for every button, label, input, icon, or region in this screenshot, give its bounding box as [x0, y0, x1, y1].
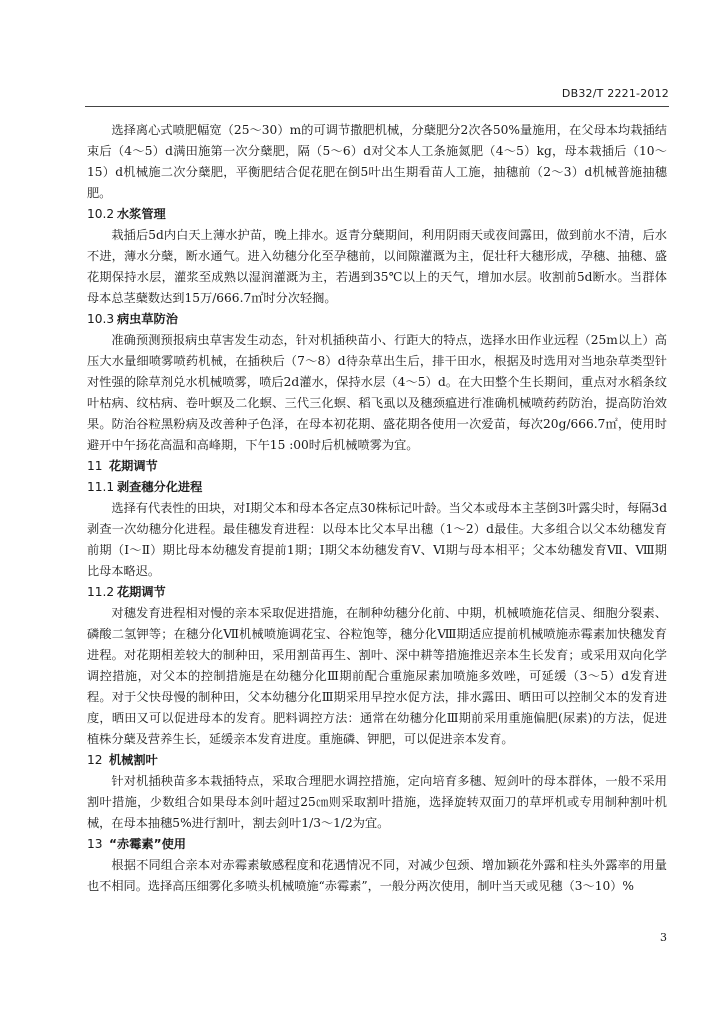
section-title: 花期调节	[117, 585, 166, 599]
paragraph-fertilizer: 选择离心式喷肥幅宽（25～30）m的可调节撒肥机械，分蘖肥分2次各50%量施用，在父母本均栽插结束后（4～5）d满田施第一次分蘖肥，隔（5～6）d对父本人工条施氮肥（4～5）kg，母本栽插后（10～15）d机械施二次分蘖肥，平衡肥结合促花肥在倒5叶出生期看苗人工施，抽穗前（2～3）d机械普施抽穗肥。	[87, 123, 667, 200]
document-body	[87, 120, 667, 897]
paragraph-pest-control: 准确预测预报病虫草害发生动态，针对机插秧苗小、行距大的特点，选择水田作业远程（25m以上）高压大水量细喷雾喷药机械，在插秧后（7～8）d待杂草出生后，排干田水，根据及时选用对当地杂草类型针对性强的除草剂兑水机械喷雾，喷后2d灌水，保持水层（4～5）d。在大田整个生长期间，重点对水稻条纹叶枯病、纹枯病、卷叶螟及二化螟、三代三化螟、稻飞虱以及穗颈瘟进行准确机械喷药药防治，提高防治效果。防治谷粒黑粉病及改善种子色泽，在母本初花期、盛花期各使用一次爱苗，每次20g/666.7㎡，使用时避开中午扬花高温和高峰期，下午15 :00时后机械喷雾为宜。	[87, 333, 667, 452]
standard-code: DB32/T 2221-2012	[561, 87, 669, 100]
paragraph-panicle-check: 选择有代表性的田块，对Ⅰ期父本和母本各定点30株标记叶龄。当父本或母本主茎倒3叶露尖时，每隔3d剥查一次幼穗分化进程。最佳穗发育进程：以母本比父本早出穗（1～2）d最佳。大多组合以父本幼穗发育前期（Ⅰ～Ⅱ）期比母本幼穗发育提前1期；Ⅰ期父本幼穗发育Ⅴ、Ⅵ期与母本相平；父本幼穗发育Ⅶ、Ⅷ期比母本略迟。	[87, 501, 667, 578]
heading-10-2	[87, 204, 667, 225]
section-title: 机械割叶	[109, 753, 158, 767]
section-number: 11.2	[87, 585, 115, 599]
paragraph-flowering-adjust: 对穗发育进程相对慢的亲本采取促进措施，在制种幼穗分化前、中期，机械喷施花信灵、细胞分裂素、磷酸二氢钾等；在穗分化Ⅶ机械喷施调花宝、谷粒饱等，穗分化Ⅷ期适应提前机械喷施赤霉素加快穗发育进程。对花期相差较大的制种田，采用割苗再生、割叶、深中耕等措施推迟亲本生长发育；或采用双向化学调控措施，对父本的控制措施是在幼穗分化Ⅲ期前配合重施尿素加喷施多效唑，可延缓（3～5）d发育进程。对于父快母慢的制种田，父本幼穗分化Ⅲ期采用早控水促方法，排水露田、晒田可以控制父本的发育进度，晒田又可以促进母本的发育。肥料调控方法：通常在幼穗分化Ⅲ期前采用重施偏肥(尿素)的方法，促进植株分蘖及营养生长，延缓亲本发育进度。重施磷、钾肥，可以促进亲本发育。	[87, 606, 667, 746]
heading-11-1	[87, 477, 667, 498]
section-number: 12	[87, 753, 103, 767]
header-rule	[85, 106, 669, 107]
section-title: 剥查穗分化进程	[117, 480, 203, 494]
section-number: 13	[87, 837, 103, 851]
page-number: 3	[660, 931, 667, 944]
heading-12	[87, 750, 667, 771]
paragraph-leaf-cutting: 针对机插秧苗多本栽插特点，采取合理肥水调控措施，定向培育多穗、短剑叶的母本群体，一般不采用割叶措施，少数组合如果母本剑叶超过25㎝则采取割叶措施，选择旋转双面刀的草坪机或专用制种割叶机械，在母本抽穗5%进行割叶，割去剑叶1/3～1/2为宜。	[87, 774, 667, 830]
heading-13	[87, 834, 667, 855]
section-title: 花期调节	[109, 459, 158, 473]
section-title: “赤霉素”使用	[109, 837, 186, 851]
section-number: 10.2	[87, 207, 115, 221]
paragraph-gibberellin: 根据不同组合亲本对赤霉素敏感程度和花遇情况不同，对减少包颈、增加颖花外露和柱头外露率的用量也不相同。选择高压细雾化多喷头机械喷施“赤霉素”，一般分两次使用，制叶当天或见穗（3～10）%	[87, 858, 667, 893]
section-title: 病虫草防治	[117, 312, 178, 326]
heading-11-2	[87, 582, 667, 603]
heading-10-3	[87, 309, 667, 330]
paragraph-water: 栽插后5d内白天上薄水护苗，晚上排水。返青分蘖期间，利用阴雨天或夜间露田，做到前水不清，后水不进，薄水分蘖，断水通气。进入幼穗分化至孕穗前，以间隙灌溉为主，促壮秆大穗形成，孕穗、抽穗、盛花期保持水层，灌浆至成熟以湿润灌溉为主，若遇到35℃以上的天气，增加水层。收割前5d断水。当群体母本总茎蘖数达到15万/666.7㎡时分次轻搁。	[87, 228, 667, 305]
heading-11	[87, 456, 667, 477]
section-number: 11	[87, 459, 103, 473]
section-number: 11.1	[87, 480, 115, 494]
section-number: 10.3	[87, 312, 115, 326]
section-title: 水浆管理	[117, 207, 166, 221]
